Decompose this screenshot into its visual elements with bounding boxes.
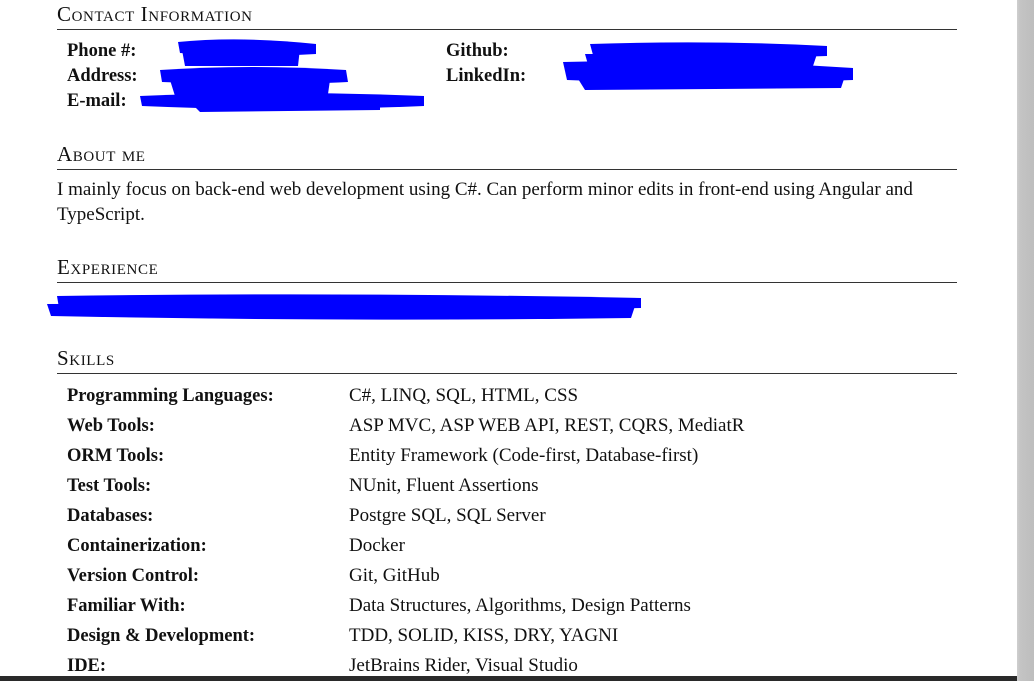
skills-section-title: Skills — [57, 346, 115, 370]
skill-label-containerization: Containerization: — [67, 536, 207, 556]
skill-value-test-tools: NUnit, Fluent Assertions — [349, 475, 539, 496]
viewer-side-margin — [1017, 0, 1034, 681]
address-label: Address: — [67, 66, 138, 86]
skill-value-databases: Postgre SQL, SQL Server — [349, 505, 546, 526]
skill-value-ide: JetBrains Rider, Visual Studio — [349, 655, 578, 676]
experience-section-title: Experience — [57, 255, 159, 279]
skill-value-version-control: Git, GitHub — [349, 565, 440, 586]
about-divider — [57, 169, 957, 170]
skill-label-programming-languages: Programming Languages: — [67, 386, 274, 406]
skill-value-familiar-with: Data Structures, Algorithms, Design Patterns — [349, 595, 691, 616]
skill-value-programming-languages: C#, LINQ, SQL, HTML, CSS — [349, 385, 579, 406]
skill-value-design-development: TDD, SOLID, KISS, DRY, YAGNI — [349, 625, 619, 646]
skill-value-containerization: Docker — [349, 535, 405, 556]
skill-label-ide: IDE: — [67, 656, 107, 676]
skill-label-version-control: Version Control: — [67, 566, 200, 586]
skill-label-databases: Databases: — [67, 506, 154, 526]
redaction-mark-contact-left — [130, 36, 430, 116]
skill-value-web-tools: ASP MVC, ASP WEB API, REST, CQRS, MediatR — [349, 415, 745, 436]
skills-divider — [57, 373, 957, 374]
skill-label-design-development: Design & Development: — [67, 626, 256, 646]
redaction-mark-contact-right — [555, 40, 860, 96]
skill-label-web-tools: Web Tools: — [67, 416, 155, 436]
skill-label-familiar-with: Familiar With: — [67, 596, 186, 616]
linkedin-label: LinkedIn: — [446, 66, 527, 86]
redaction-mark-experience — [45, 292, 645, 322]
about-text: I mainly focus on back-end web development using C#. Can perform minor edits in front-end using Angular and TypeScript. — [57, 179, 913, 225]
github-label: Github: — [446, 41, 509, 61]
email-label: E-mail: — [67, 91, 127, 111]
phone-label: Phone #: — [67, 41, 137, 61]
contact-section-title: Contact Information — [57, 2, 253, 26]
about-section-title: About me — [57, 142, 146, 166]
contact-divider — [57, 29, 957, 30]
skill-value-orm-tools: Entity Framework (Code-first, Database-first) — [349, 445, 699, 466]
experience-divider — [57, 282, 957, 283]
page-bottom-border — [0, 676, 1017, 681]
skill-label-test-tools: Test Tools: — [67, 476, 152, 496]
skill-label-orm-tools: ORM Tools: — [67, 446, 165, 466]
